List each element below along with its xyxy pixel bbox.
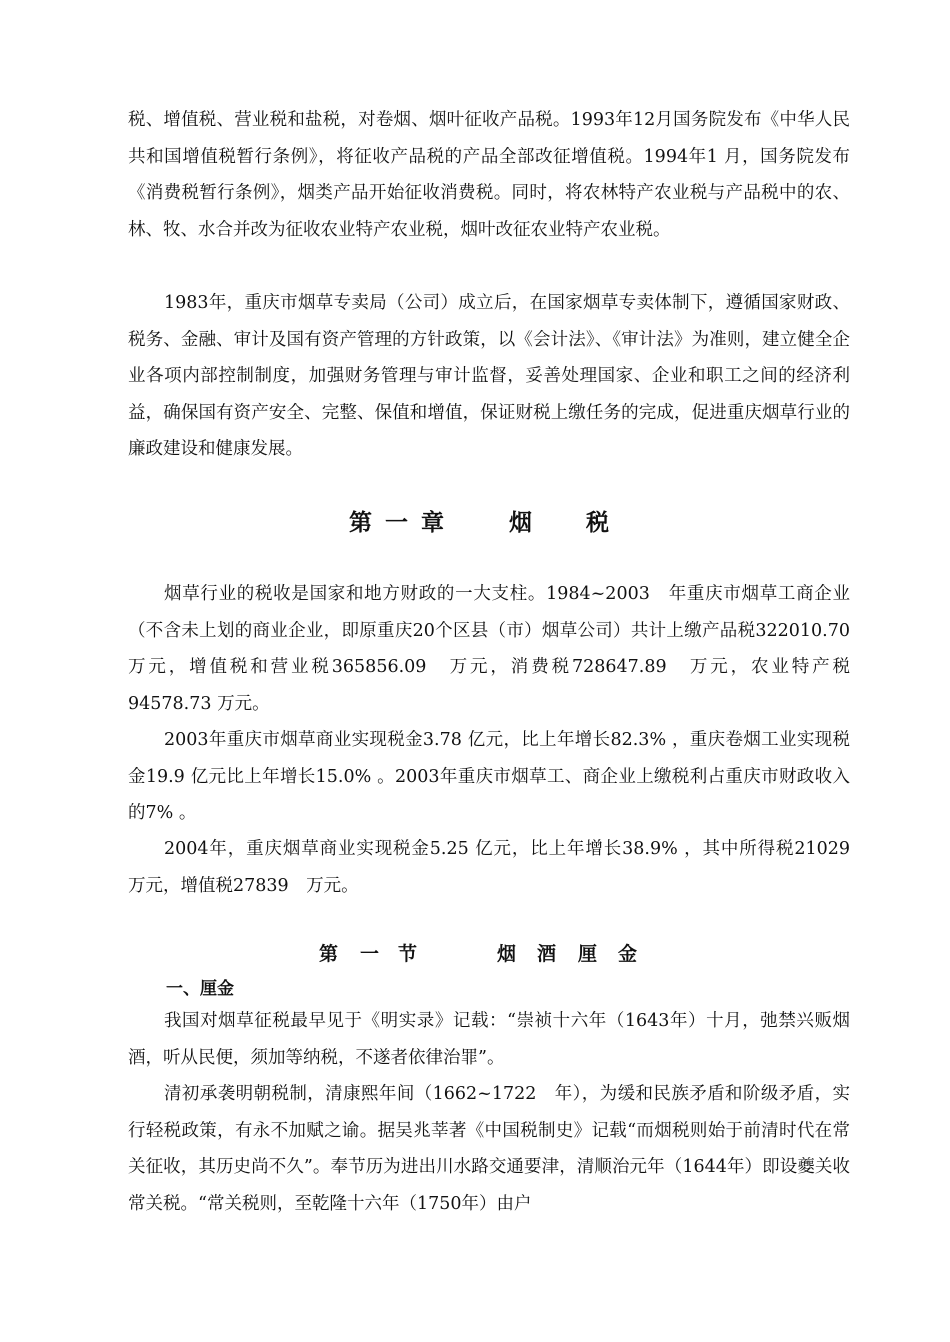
paragraph-bureau-founding: 1983年，重庆市烟草专卖局（公司）成立后，在国家烟草专卖体制下，遵循国家财政、税务、金融、审计及国有资产管理的方针政策，以《会计法》、《审计法》为准则，建立健全企业各项内部控制制度，加强财务管理与审计监督，妥善处理国家、企业和职工之间的经济利益，确保国有资产安全、完整、保值和增值，保证财税上缴任务的完成，促进重庆烟草行业的廉政建设和健康发展。: [128, 293, 850, 459]
paragraph-qing-tax: 清初承袭明朝税制，清康熙年间（1662~1722 年），为缓和民族矛盾和阶级矛盾，实行轻税政策，有永不加赋之谕。据吴兆莘著《中国税制史》记载“而烟税则始于前清时代在常关征收，其历史尚不久”。奉节历为进出川水路交通要津，清顺治元年（1644年）即设夔关收常关税。“常关税则，至乾隆十六年（1750年）由户: [128, 1084, 850, 1214]
paragraph-2003-tax: 2003年重庆市烟草商业实现税金3.78 亿元，比上年增长82.3% ，重庆卷烟工业实现税金19.9 亿元比上年增长15.0% 。2003年重庆市烟草工、商企业上缴税利占重庆市财政收入的7% 。: [128, 730, 850, 823]
section-title-char: 酒: [537, 943, 557, 965]
paragraph-tax-summary: 烟草行业的税收是国家和地方财政的一大支柱。1984~2003 年重庆市烟草工商企业（不含未上划的商业企业，即原重庆20个区县（市）烟草公司）共计上缴产品税322010.70 万元，增值税和营业税365856.09 万元，消费税728647.89 万元，农业特产税94578.73 万元。: [128, 584, 868, 714]
chapter-title-char: 一: [385, 510, 408, 536]
section-title-char: 节: [398, 943, 418, 965]
chapter-title: [0, 501, 950, 545]
section-title-char: 第: [319, 943, 339, 965]
section-title-char: 一: [360, 943, 380, 965]
paragraph-2004-tax: 2004年，重庆烟草商业实现税金5.25 亿元，比上年增长38.9% ，其中所得税21029 万元，增值税27839 万元。: [128, 839, 868, 896]
section-title: [0, 936, 950, 972]
paragraph-tax-history: 税、增值税、营业税和盐税，对卷烟、烟叶征收产品税。1993年12月国务院发布《中华人民共和国增值税暂行条例》，将征收产品税的产品全部改征增值税。1994年1 月，国务院发布《消费税暂行条例》，烟类产品开始征收消费税。同时，将农林特产农业税与产品税中的农、林、牧、水合并改为征收农业特产农业税，烟叶改征农业特产农业税。: [128, 110, 850, 240]
paragraph-ming-record: 我国对烟草征税最早见于《明实录》记载：“崇祯十六年（1643年）十月，弛禁兴贩烟酒，听从民便，须加等纳税，不遂者依律治罪”。: [128, 1011, 850, 1068]
subheading: 一、厘金: [166, 979, 234, 999]
chapter-title-char: 第: [349, 510, 372, 536]
section-title-char: 金: [618, 943, 638, 965]
chapter-title-char: 烟: [509, 510, 532, 536]
section-title-char: 厘: [578, 943, 598, 965]
section-title-char: 烟: [497, 943, 517, 965]
chapter-title-char: 章: [421, 510, 444, 536]
chapter-title-char: 税: [586, 510, 609, 536]
